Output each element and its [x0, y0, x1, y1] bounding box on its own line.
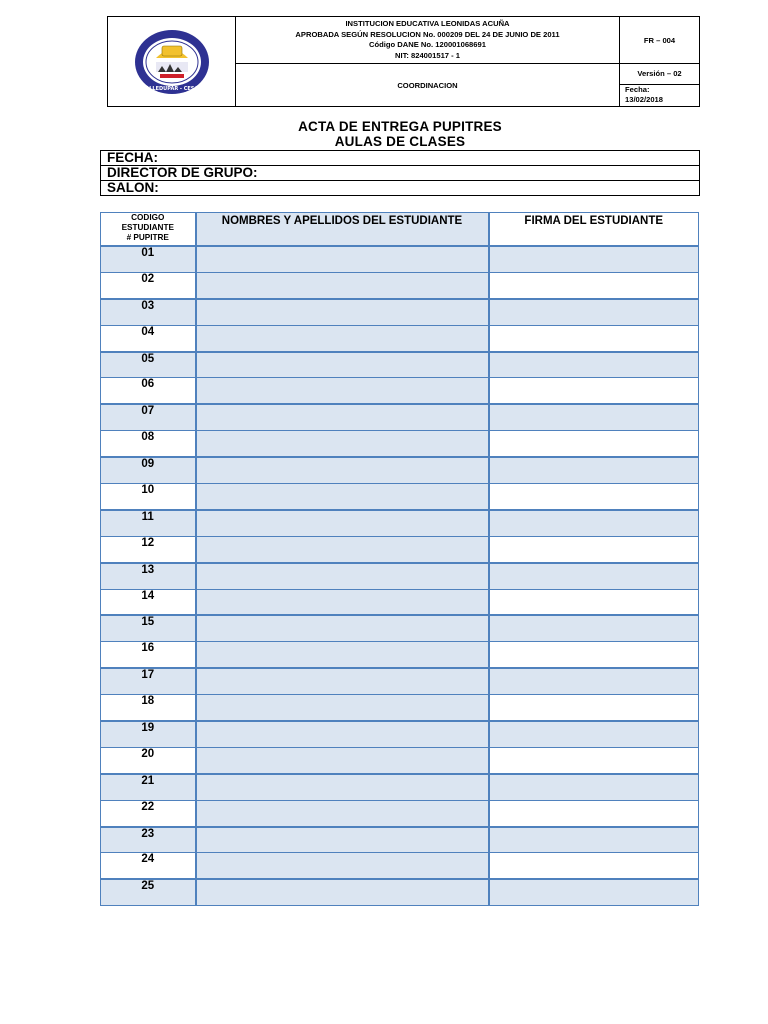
student-signature-cell[interactable] [489, 299, 699, 325]
student-signature-cell[interactable] [489, 325, 699, 351]
desk-number: 20 [101, 747, 196, 773]
student-signature-cell[interactable] [489, 378, 699, 404]
desk-number: 10 [101, 484, 196, 510]
version: Versión – 02 [620, 64, 699, 84]
table-row [101, 510, 699, 536]
student-signature-cell[interactable] [489, 431, 699, 457]
desk-number: 01 [101, 246, 196, 272]
table-row [101, 879, 699, 905]
student-name-cell[interactable] [196, 404, 489, 430]
student-name-cell[interactable] [196, 589, 489, 615]
date-value: 13/02/2018 [625, 95, 664, 105]
student-signature-cell[interactable] [489, 721, 699, 747]
desk-number: 11 [101, 510, 196, 536]
table-row [101, 431, 699, 457]
student-name-cell[interactable] [196, 431, 489, 457]
desk-number: 21 [101, 774, 196, 800]
desk-number: 07 [101, 404, 196, 430]
table-row [101, 747, 699, 773]
student-signature-cell[interactable] [489, 800, 699, 826]
student-name-cell[interactable] [196, 352, 489, 378]
desk-number: 16 [101, 642, 196, 668]
table-row [101, 352, 699, 378]
document-subtitle: AULAS DE CLASES [334, 134, 466, 149]
table-row [101, 668, 699, 694]
table-row [101, 853, 699, 879]
desk-number: 25 [101, 879, 196, 905]
student-signature-cell[interactable] [489, 352, 699, 378]
desk-number: 03 [101, 299, 196, 325]
student-signature-cell[interactable] [489, 774, 699, 800]
desk-number: 02 [101, 272, 196, 298]
desk-delivery-table [100, 212, 699, 906]
student-name-cell[interactable] [196, 642, 489, 668]
student-name-cell[interactable] [196, 615, 489, 641]
table-row [101, 800, 699, 826]
desk-number: 24 [101, 853, 196, 879]
document-title: ACTA DE ENTREGA PUPITRES [298, 119, 502, 134]
student-signature-cell[interactable] [489, 668, 699, 694]
table-row [101, 378, 699, 404]
table-row [101, 589, 699, 615]
desk-number: 23 [101, 827, 196, 853]
logo-cell [108, 17, 236, 107]
table-row [101, 246, 699, 272]
student-name-cell[interactable] [196, 774, 489, 800]
desk-number: 04 [101, 325, 196, 351]
desk-number: 19 [101, 721, 196, 747]
institution-info [236, 17, 620, 64]
desk-number: 12 [101, 536, 196, 562]
info-fields [100, 150, 700, 196]
student-name-cell[interactable] [196, 246, 489, 272]
desk-number: 08 [101, 431, 196, 457]
student-name-cell[interactable] [196, 299, 489, 325]
desk-number: 18 [101, 695, 196, 721]
form-code: FR – 004 [620, 17, 700, 64]
date-label: Fecha: [625, 85, 650, 95]
student-signature-cell[interactable] [489, 642, 699, 668]
student-name-cell[interactable] [196, 800, 489, 826]
student-signature-cell[interactable] [489, 615, 699, 641]
student-signature-cell[interactable] [489, 589, 699, 615]
student-name-cell[interactable] [196, 510, 489, 536]
student-name-cell[interactable] [196, 695, 489, 721]
table-row [101, 563, 699, 589]
student-signature-cell[interactable] [489, 853, 699, 879]
fecha-field[interactable]: FECHA: [101, 151, 700, 166]
desk-number: 05 [101, 352, 196, 378]
salon-field[interactable]: SALON: [101, 181, 700, 196]
student-name-cell[interactable] [196, 378, 489, 404]
student-signature-cell[interactable] [489, 484, 699, 510]
svg-text:VALLEDUPAR - CESAR: VALLEDUPAR - CESAR [141, 85, 202, 92]
desk-number: 13 [101, 563, 196, 589]
table-row [101, 827, 699, 853]
student-signature-cell[interactable] [489, 246, 699, 272]
table-row [101, 272, 699, 298]
desk-number: 22 [101, 800, 196, 826]
student-signature-cell[interactable] [489, 879, 699, 905]
student-name-cell[interactable] [196, 879, 489, 905]
student-name-cell[interactable] [196, 563, 489, 589]
table-row [101, 642, 699, 668]
student-signature-cell[interactable] [489, 827, 699, 853]
student-signature-cell[interactable] [489, 695, 699, 721]
desk-number: 17 [101, 668, 196, 694]
table-row [101, 774, 699, 800]
student-name-cell[interactable] [196, 457, 489, 483]
table-row [101, 721, 699, 747]
table-row [101, 615, 699, 641]
student-signature-cell[interactable] [489, 747, 699, 773]
table-row [101, 536, 699, 562]
table-row [101, 325, 699, 351]
table-row [101, 404, 699, 430]
dane-code: Código DANE No. 120001068691 [369, 40, 486, 49]
student-name-cell[interactable] [196, 325, 489, 351]
student-signature-cell[interactable] [489, 510, 699, 536]
desk-number: 06 [101, 378, 196, 404]
table-row [101, 484, 699, 510]
student-name-cell[interactable] [196, 536, 489, 562]
desk-number: 15 [101, 615, 196, 641]
column-header-signature: FIRMA DEL ESTUDIANTE [489, 213, 699, 247]
department: COORDINACION [236, 64, 620, 107]
student-name-cell[interactable] [196, 827, 489, 853]
director-field[interactable]: DIRECTOR DE GRUPO: [101, 166, 700, 181]
student-signature-cell[interactable] [489, 404, 699, 430]
document-header [107, 16, 700, 107]
student-signature-cell[interactable] [489, 272, 699, 298]
student-name-cell[interactable] [196, 668, 489, 694]
student-name-cell[interactable] [196, 747, 489, 773]
student-name-cell[interactable] [196, 853, 489, 879]
table-row [101, 299, 699, 325]
resolution-line: APROBADA SEGÚN RESOLUCION No. 000209 DEL 24 DE JUNIO DE 2011 [295, 29, 560, 39]
student-signature-cell[interactable] [489, 563, 699, 589]
column-header-code: CODIGO ESTUDIANTE # PUPITRE [101, 213, 196, 247]
student-name-cell[interactable] [196, 721, 489, 747]
student-name-cell[interactable] [196, 484, 489, 510]
student-signature-cell[interactable] [489, 457, 699, 483]
table-row [101, 695, 699, 721]
table-row [101, 457, 699, 483]
nit: NIT: 824001517 - 1 [394, 50, 460, 60]
institution-logo [132, 28, 212, 96]
student-name-cell[interactable] [196, 272, 489, 298]
institution-name: INSTITUCION EDUCATIVA LEONIDAS ACUÑA [345, 19, 510, 28]
desk-number: 09 [101, 457, 196, 483]
desk-number: 14 [101, 589, 196, 615]
student-signature-cell[interactable] [489, 536, 699, 562]
column-header-name: NOMBRES Y APELLIDOS DEL ESTUDIANTE [196, 213, 489, 247]
